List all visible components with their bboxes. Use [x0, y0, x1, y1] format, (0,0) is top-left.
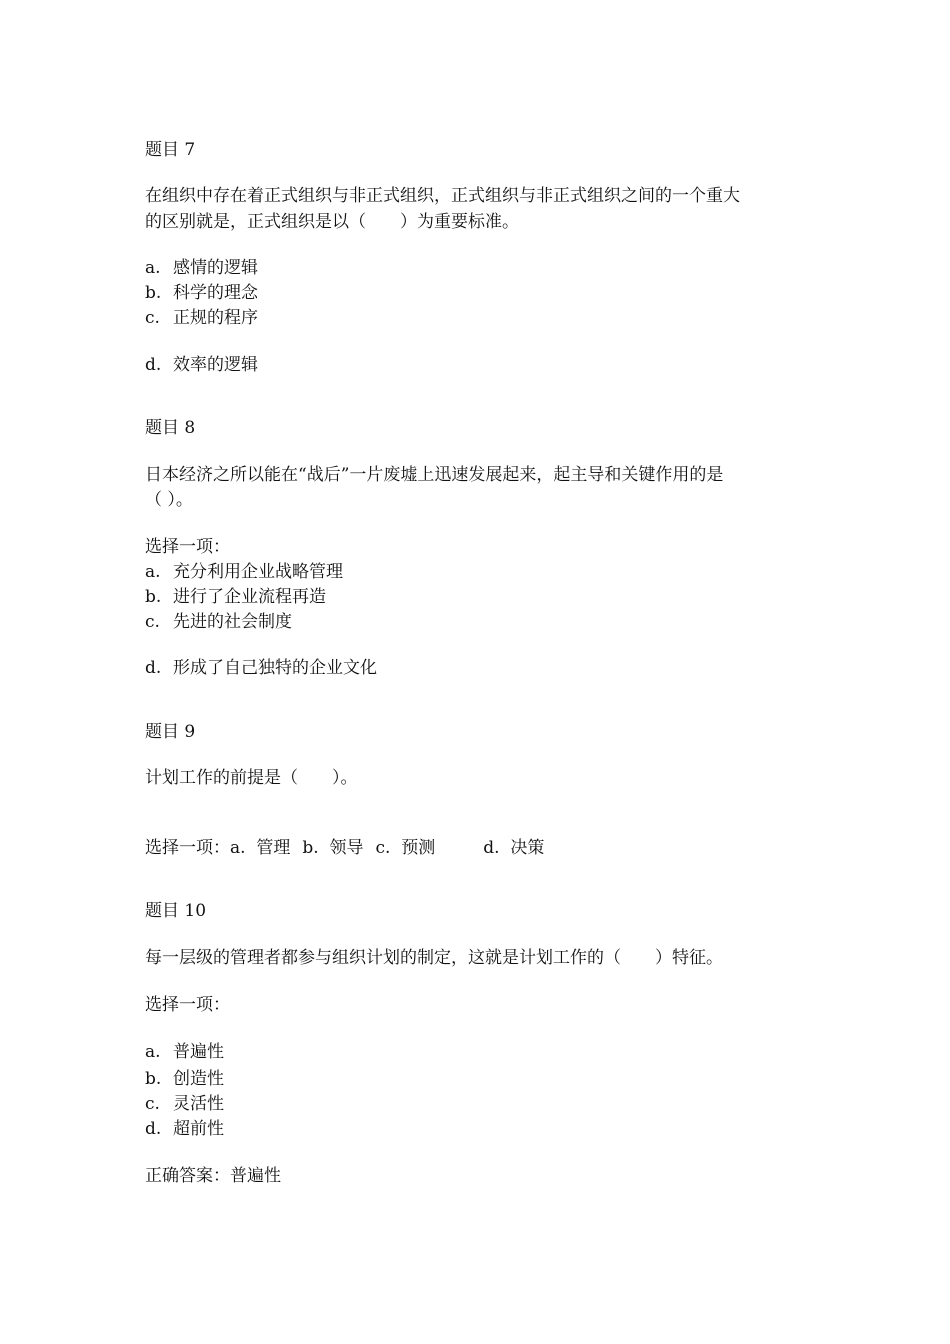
- question-10-option-a[interactable]: [145, 1041, 224, 1063]
- question-8-prompt: 选择一项：: [145, 537, 230, 557]
- option-text: 感情的逻辑: [173, 258, 258, 278]
- question-7-option-d[interactable]: [145, 354, 258, 376]
- question-8-option-d[interactable]: [145, 657, 377, 679]
- question-10-option-d[interactable]: [145, 1118, 224, 1140]
- question-9-text: 计划工作的前提是（ ）。: [145, 768, 358, 788]
- option-letter: d.: [145, 1119, 162, 1139]
- option-letter: d.: [145, 355, 162, 375]
- option-letter: d.: [483, 838, 500, 858]
- question-9-option-a[interactable]: [230, 837, 290, 859]
- question-8-text-line-2: （ ）。: [145, 490, 193, 510]
- question-8-text-line-1: 日本经济之所以能在“战后”一片废墟上迅速发展起来，起主导和关键作用的是: [145, 465, 724, 485]
- question-9-prompt: 选择一项：: [145, 838, 230, 858]
- option-letter: c.: [145, 1094, 160, 1114]
- question-10-text: 每一层级的管理者都参与组织计划的制定，这就是计划工作的（ ）特征。: [145, 948, 723, 968]
- option-letter: c.: [375, 838, 391, 858]
- option-text: 充分利用企业战略管理: [173, 562, 343, 582]
- question-7-option-c[interactable]: [145, 307, 258, 329]
- option-letter: d.: [145, 658, 162, 678]
- question-10-heading: 题目 10: [145, 901, 207, 921]
- option-letter: b.: [302, 838, 319, 858]
- option-text: 管理: [256, 838, 291, 858]
- question-10-option-b[interactable]: [145, 1068, 224, 1090]
- option-text: 科学的理念: [173, 283, 258, 303]
- question-10-prompt: 选择一项：: [145, 995, 230, 1015]
- question-9-option-d[interactable]: [483, 837, 544, 859]
- option-text: 创造性: [173, 1069, 224, 1089]
- option-text: 领导: [329, 838, 364, 858]
- option-text: 超前性: [173, 1119, 224, 1139]
- option-letter: c.: [145, 612, 160, 632]
- question-7-option-a[interactable]: [145, 257, 258, 279]
- option-text: 先进的社会制度: [173, 612, 292, 632]
- option-text: 效率的逻辑: [173, 355, 258, 375]
- option-text: 形成了自己独特的企业文化: [173, 658, 377, 678]
- option-letter: b.: [145, 283, 162, 303]
- question-7-text-line-2: 的区别就是，正式组织是以（ ）为重要标准。: [145, 212, 519, 232]
- question-10-answer: 正确答案：普遍性: [145, 1166, 281, 1186]
- question-8-option-a[interactable]: [145, 561, 343, 583]
- question-9-options-row: [145, 837, 544, 859]
- option-text: 进行了企业流程再造: [173, 587, 326, 607]
- option-letter: a.: [145, 258, 161, 278]
- option-letter: c.: [145, 308, 160, 328]
- question-9-option-b[interactable]: [302, 837, 363, 859]
- option-letter: a.: [145, 1042, 161, 1062]
- option-letter: a.: [230, 838, 246, 858]
- question-8-option-b[interactable]: [145, 586, 326, 608]
- question-8-option-c[interactable]: [145, 611, 292, 633]
- question-8-heading: 题目 8: [145, 418, 196, 438]
- option-text: 灵活性: [173, 1094, 224, 1114]
- option-letter: b.: [145, 1069, 162, 1089]
- option-text: 普遍性: [173, 1042, 224, 1062]
- question-7-option-b[interactable]: [145, 282, 258, 304]
- question-9-option-c[interactable]: [375, 837, 435, 859]
- question-10-option-c[interactable]: [145, 1093, 224, 1115]
- option-text: 正规的程序: [173, 308, 258, 328]
- option-letter: a.: [145, 562, 161, 582]
- option-text: 决策: [510, 838, 545, 858]
- option-letter: b.: [145, 587, 162, 607]
- question-9-heading: 题目 9: [145, 722, 196, 742]
- option-text: 预测: [401, 838, 436, 858]
- question-7-text-line-1: 在组织中存在着正式组织与非正式组织，正式组织与非正式组织之间的一个重大: [145, 186, 740, 206]
- question-7-heading: 题目 7: [145, 140, 196, 160]
